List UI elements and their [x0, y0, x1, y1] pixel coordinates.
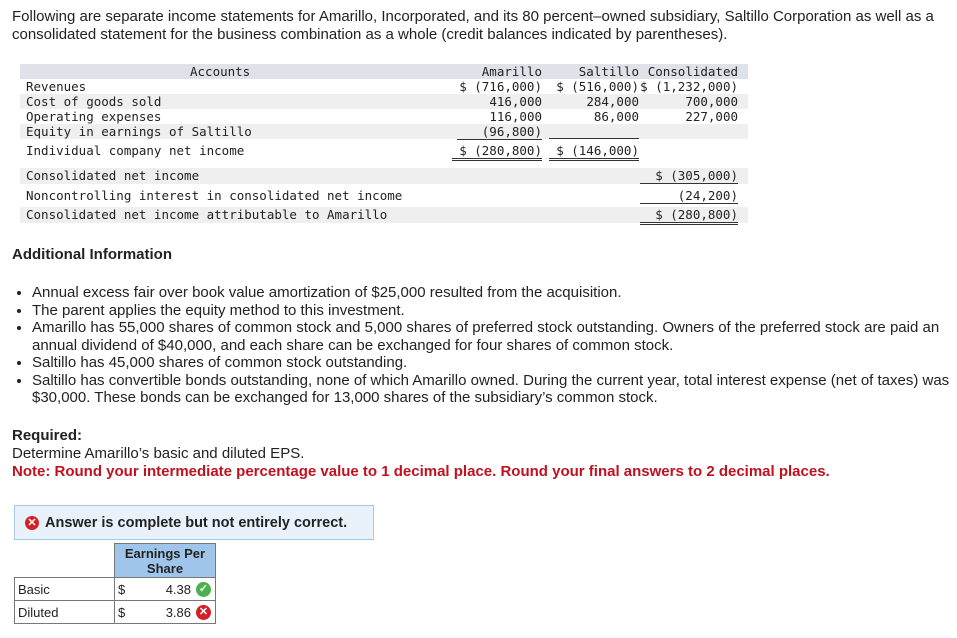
- table-row: [15, 601, 216, 624]
- required-title: Required:: [12, 427, 83, 444]
- header-accounts: Accounts: [190, 64, 251, 79]
- statement-row-equity: Equity in earnings of Saltillo (96,800): [20, 124, 748, 139]
- table-row: [15, 578, 216, 601]
- statement-row-revenues: Revenues $ (716,000) $ (516,000) $ (1,232,000): [26, 79, 738, 94]
- statement-row-consolidated-ni: Consolidated net income $ (305,000): [20, 168, 748, 184]
- header-amarillo: Amarillo: [481, 64, 542, 79]
- list-item: • Annual excess fair over book value amortization of $25,000 resulted from the acquisition.: [32, 284, 957, 302]
- answer-column-header: Earnings Per Share: [115, 544, 216, 578]
- required-note: Note: Round your intermediate percentage value to 1 decimal place. Round your final answers to 2 decimal places.: [12, 463, 830, 480]
- x-circle-icon: ✕: [25, 516, 39, 530]
- statement-row-individual-ni: Individual company net income $ (280,800) $ (146,000): [20, 143, 748, 158]
- list-item: • Saltillo has 45,000 shares of common stock outstanding.: [32, 354, 957, 372]
- answer-status-banner: [14, 505, 374, 540]
- answer-table: [14, 543, 216, 624]
- diluted-eps-value: 3.86: [165, 605, 191, 620]
- row-label-diluted: Diluted: [15, 601, 115, 624]
- required-section: [12, 427, 942, 481]
- statement-row-nci: Noncontrolling interest in consolidated net income (24,200): [26, 188, 738, 203]
- list-item: • The parent applies the equity method to this investment.: [32, 302, 957, 320]
- statement-header-row: [20, 64, 748, 79]
- basic-eps-value: 4.38: [165, 582, 191, 597]
- additional-info-title: Additional Information: [12, 246, 172, 263]
- list-item: • Amarillo has 55,000 shares of common stock and 5,000 shares of preferred stock outstanding. Owners of the preferred stock are paid an annual dividend of $40,000, and each share can be exchanged for four shares of common stock.: [32, 319, 957, 354]
- diluted-eps-field[interactable]: $ 3.86 ✕: [115, 601, 216, 624]
- basic-eps-field[interactable]: $ 4.38 ✓: [115, 578, 216, 601]
- header-consolidated: Consolidated: [647, 64, 738, 79]
- header-saltillo: Saltillo: [578, 64, 639, 79]
- intro-text: Following are separate income statements for Amarillo, Incorporated, and its 80 percent–owned subsidiary, Saltillo Corporation as well as a consolidated statement for the business combination as a whole (credit balances indicated by parentheses).: [12, 8, 934, 43]
- list-item: • Saltillo has convertible bonds outstanding, none of which Amarillo owned. During the current year, total interest expense (net of taxes) was $30,000. These bonds can be exchanged for 13,000 shares of the subsidiary’s common stock.: [32, 372, 957, 407]
- statement-row-operating: Operating expenses 116,000 86,000 227,000: [26, 109, 738, 124]
- answer-status-text: Answer is complete but not entirely correct.: [45, 514, 348, 531]
- required-text: Determine Amarillo’s basic and diluted EPS.: [12, 445, 305, 462]
- check-circle-icon: ✓: [196, 582, 211, 597]
- statement-row-ni-attributable: Consolidated net income attributable to Amarillo $ (280,800): [20, 207, 748, 223]
- x-circle-icon: ✕: [196, 605, 211, 620]
- row-label-basic: Basic: [15, 578, 115, 601]
- additional-info-list: [12, 284, 957, 407]
- statement-row-cogs: Cost of goods sold 416,000 284,000 700,000: [20, 94, 748, 109]
